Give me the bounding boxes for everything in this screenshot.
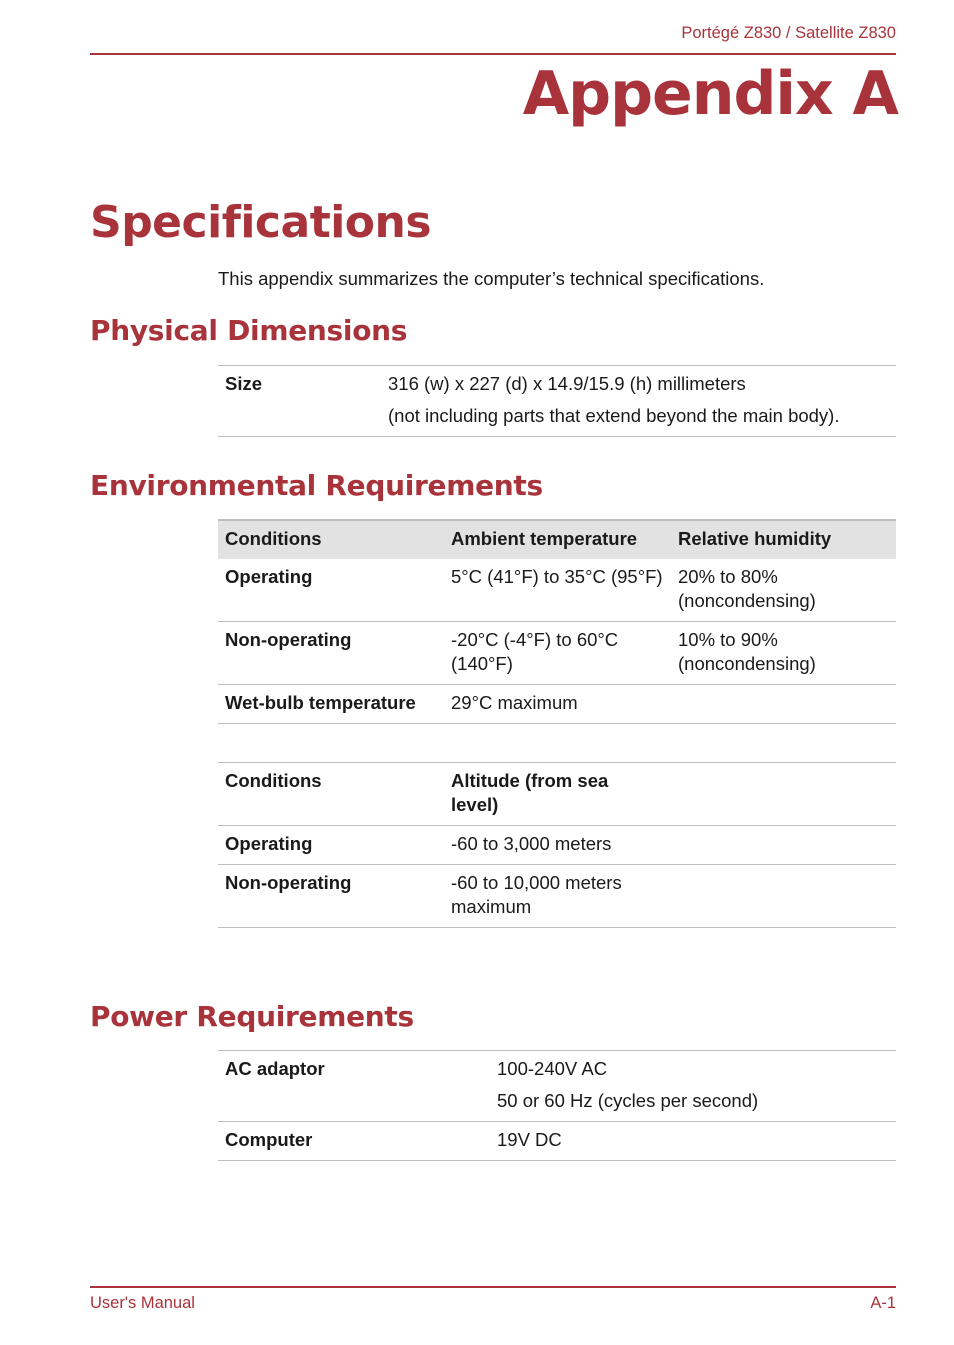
temperature-cell: 5°C (41°F) to 35°C (95°F): [444, 559, 671, 622]
power-requirements-table: [218, 1050, 896, 1161]
column-header: Altitude (from sea level): [444, 763, 644, 826]
page-number: A-1: [870, 1294, 896, 1312]
physical-dimensions-heading: Physical Dimensions: [90, 314, 408, 347]
header-rule: [90, 53, 896, 55]
altitude-cell: -60 to 10,000 meters maximum: [444, 865, 644, 928]
temperature-cell: 29°C maximum: [444, 685, 671, 724]
size-value-line1: 316 (w) x 227 (d) x 14.9/15.9 (h) millimeters: [388, 373, 746, 394]
temperature-cell: -20°C (-4°F) to 60°C (140°F): [444, 622, 671, 685]
table-row: [218, 1051, 896, 1122]
power-requirements-heading: Power Requirements: [90, 1000, 414, 1033]
environmental-requirements-heading: Environmental Requirements: [90, 469, 543, 502]
power-label: AC adaptor: [218, 1051, 490, 1122]
table-row: [218, 1122, 896, 1161]
column-header: Relative humidity: [671, 520, 896, 559]
humidity-cell: [671, 685, 896, 724]
altitude-cell: -60 to 3,000 meters: [444, 826, 644, 865]
column-header: Conditions: [218, 520, 444, 559]
power-label: Computer: [218, 1122, 490, 1161]
table-row: [218, 865, 896, 928]
power-value-line2: 50 or 60 Hz (cycles per second): [497, 1090, 759, 1111]
table-row: [218, 622, 896, 685]
table-row: [218, 366, 896, 437]
column-header: Conditions: [218, 763, 444, 826]
condition-cell: Wet-bulb temperature: [218, 685, 444, 724]
running-head: Portégé Z830 / Satellite Z830: [681, 24, 896, 42]
table-header-row: [218, 520, 896, 559]
condition-cell: Operating: [218, 826, 444, 865]
humidity-cell: 20% to 80% (noncondensing): [671, 559, 896, 622]
footer-rule: [90, 1286, 896, 1288]
size-value-line2: (not including parts that extend beyond the main body).: [388, 405, 840, 426]
condition-cell: Non-operating: [218, 865, 444, 928]
table-header-row: [218, 763, 896, 826]
intro-paragraph: This appendix summarizes the computer’s technical specifications.: [218, 268, 765, 289]
table-row: [218, 826, 896, 865]
power-value: 19V DC: [490, 1122, 896, 1161]
appendix-title: Appendix A: [522, 59, 898, 129]
chapter-title: Specifications: [90, 197, 432, 248]
table-row: [218, 685, 896, 724]
size-label: Size: [218, 366, 381, 437]
footer-manual-title: User's Manual: [90, 1294, 195, 1312]
power-value: [490, 1051, 896, 1122]
size-value: [381, 366, 896, 437]
power-value-line1: 100-240V AC: [497, 1058, 608, 1079]
temperature-humidity-table: [218, 519, 896, 724]
condition-cell: Non-operating: [218, 622, 444, 685]
condition-cell: Operating: [218, 559, 444, 622]
table-row: [218, 559, 896, 622]
altitude-table: [218, 762, 896, 928]
physical-dimensions-table: [218, 365, 896, 437]
column-header: Ambient temperature: [444, 520, 671, 559]
humidity-cell: 10% to 90% (noncondensing): [671, 622, 896, 685]
